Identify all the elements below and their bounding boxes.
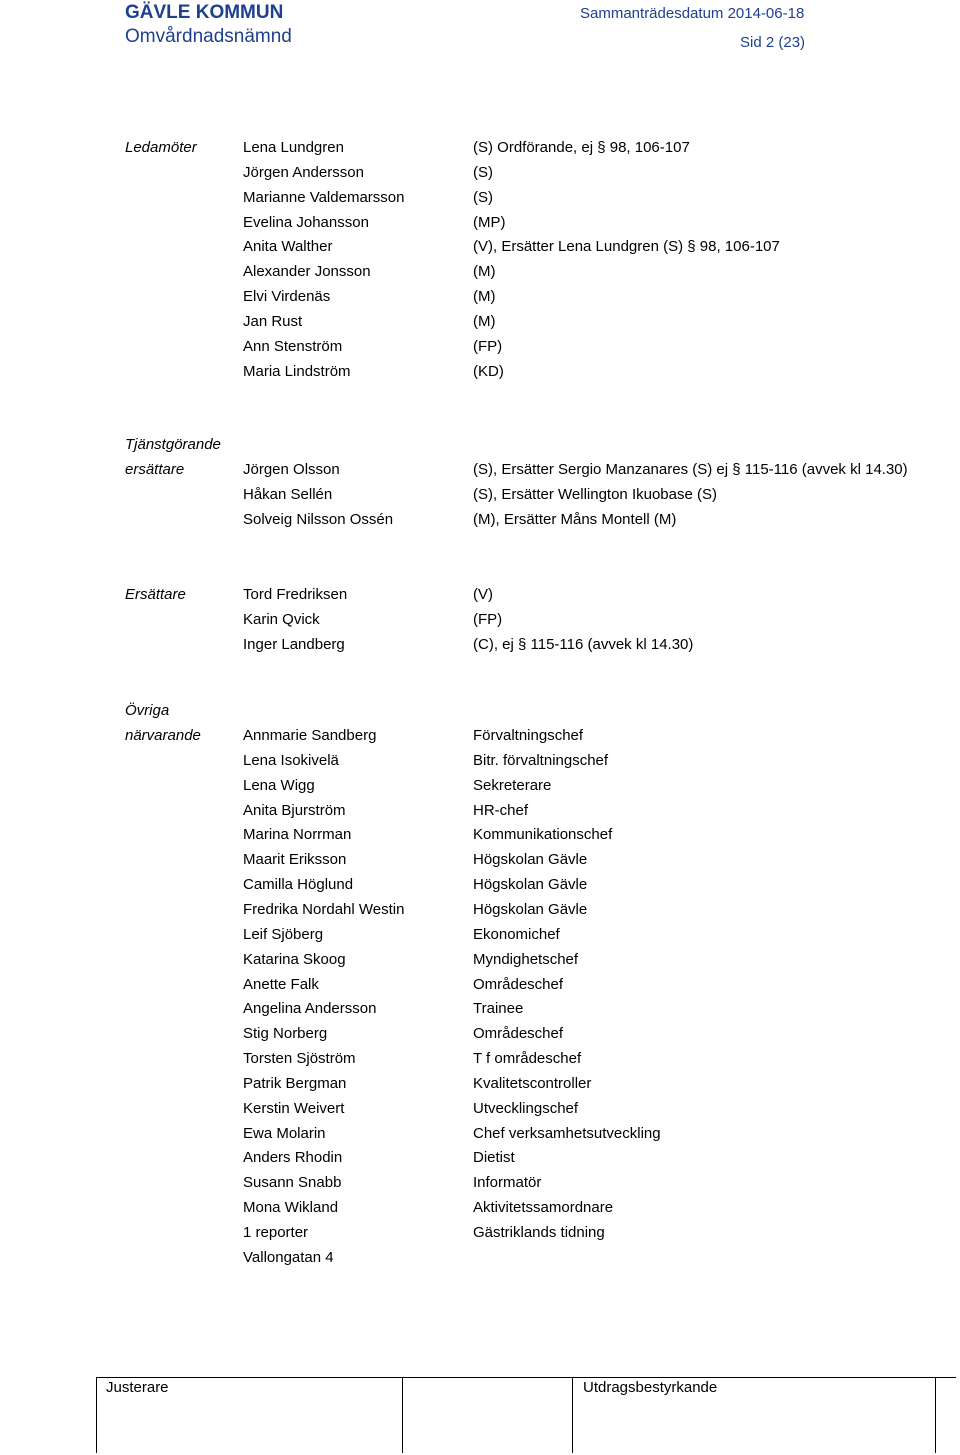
attendee-row bbox=[0, 583, 960, 607]
attendee-name: 1 reporter bbox=[243, 1224, 309, 1241]
attendee-info: Chef verksamhetsutveckling bbox=[473, 1124, 661, 1142]
meeting-date: Sammanträdesdatum 2014-06-18 bbox=[580, 5, 805, 22]
attendee-name: Annmarie Sandberg bbox=[243, 727, 377, 744]
attendee-row bbox=[0, 898, 960, 922]
attendee-info: (FP) bbox=[473, 337, 503, 355]
footer-divider bbox=[572, 1377, 573, 1453]
attendee-row bbox=[0, 285, 960, 309]
attendee-info: T f områdeschef bbox=[473, 1050, 582, 1068]
attendee-row bbox=[0, 310, 960, 334]
page-footer bbox=[0, 1374, 960, 1455]
section-label: Ersättare bbox=[125, 586, 186, 603]
attendee-name: Ann Stenström bbox=[243, 337, 343, 355]
attendee-row bbox=[0, 508, 960, 532]
attendee-info: (V), Ersätter Lena Lundgren (S) § 98, 106-107 bbox=[473, 238, 780, 256]
attendee-info: Förvaltningschef bbox=[473, 727, 584, 744]
attendee-row bbox=[0, 136, 960, 160]
attendee-row bbox=[0, 948, 960, 972]
attendee-info: (M), Ersätter Måns Montell (M) bbox=[473, 510, 677, 528]
attendee-row bbox=[0, 608, 960, 632]
attendee-info: Trainee bbox=[473, 1000, 524, 1018]
attendee-info: (C), ej § 115-116 (avvek kl 14.30) bbox=[473, 635, 694, 653]
attendee-row bbox=[0, 799, 960, 823]
section-label: Ledamöter bbox=[125, 139, 197, 156]
attendee-name: Camilla Höglund bbox=[243, 876, 354, 894]
footer-justerare: Justerare bbox=[106, 1379, 169, 1396]
attendee-info: (M) bbox=[473, 263, 496, 281]
attendee-name: Katarina Skoog bbox=[243, 950, 346, 968]
attendee-info: HR-chef bbox=[473, 801, 529, 819]
attendee-row bbox=[0, 360, 960, 384]
attendee-info: Kommunikationschef bbox=[473, 826, 613, 844]
attendee-name: Angelina Andersson bbox=[243, 1000, 377, 1018]
attendee-row bbox=[0, 973, 960, 997]
attendee-row bbox=[0, 211, 960, 235]
attendee-info: (KD) bbox=[473, 362, 504, 380]
footer-utdragsbestyrkande: Utdragsbestyrkande bbox=[583, 1379, 718, 1396]
attendee-row bbox=[0, 1171, 960, 1195]
attendee-name: Ewa Molarin bbox=[243, 1124, 326, 1142]
attendee-row bbox=[0, 724, 960, 748]
attendee-row bbox=[0, 1047, 960, 1071]
attendee-name: Anette Falk bbox=[243, 975, 319, 993]
attendee-name: Jörgen Andersson bbox=[243, 163, 364, 181]
footer-rule bbox=[96, 1377, 956, 1378]
attendee-name: Marina Norrman bbox=[243, 826, 352, 844]
attendee-row bbox=[0, 749, 960, 773]
attendee-info: (M) bbox=[473, 288, 496, 306]
attendee-name: Solveig Nilsson Ossén bbox=[243, 510, 394, 528]
attendee-row bbox=[0, 1221, 960, 1245]
attendee-info: (M) bbox=[473, 312, 496, 330]
attendee-info: (S), Ersätter Sergio Manzanares (S) ej § 115-116 (avvek kl 14.30) bbox=[473, 461, 908, 478]
attendee-name: Leif Sjöberg bbox=[243, 925, 324, 943]
section-label: Tjänstgörande bbox=[125, 436, 221, 454]
attendee-info: (V) bbox=[473, 586, 493, 603]
attendee-info: (MP) bbox=[473, 213, 506, 231]
attendee-row bbox=[0, 873, 960, 897]
attendee-info: Myndighetschef bbox=[473, 950, 579, 968]
attendee-row bbox=[0, 997, 960, 1021]
attendee-name: Maria Lindström bbox=[243, 362, 351, 380]
attendee-info: (S) bbox=[473, 188, 493, 206]
attendee-name: Torsten Sjöström bbox=[243, 1050, 356, 1068]
attendee-name: Alexander Jonsson bbox=[243, 263, 371, 281]
attendee-name: Kerstin Weivert bbox=[243, 1099, 345, 1117]
attendee-row bbox=[0, 633, 960, 657]
attendee-row bbox=[0, 1122, 960, 1146]
attendee-info: (S), Ersätter Wellington Ikuobase (S) bbox=[473, 485, 717, 503]
attendee-info: (FP) bbox=[473, 610, 503, 628]
attendee-row bbox=[0, 1097, 960, 1121]
attendee-name: Anders Rhodin bbox=[243, 1149, 343, 1167]
attendee-name: Lena Lundgren bbox=[243, 139, 344, 156]
page-number: Sid 2 (23) bbox=[740, 34, 806, 51]
attendee-info: Aktivitetssamordnare bbox=[473, 1199, 614, 1217]
attendee-info: Högskolan Gävle bbox=[473, 876, 588, 894]
attendee-info: Högskolan Gävle bbox=[473, 900, 588, 918]
section-label-row bbox=[0, 699, 960, 723]
attendee-info: Bitr. förvaltningschef bbox=[473, 751, 609, 769]
attendee-row bbox=[0, 1022, 960, 1046]
attendee-name: Fredrika Nordahl Westin bbox=[243, 900, 405, 918]
attendee-name: Jörgen Olsson bbox=[243, 461, 340, 478]
attendee-row bbox=[0, 186, 960, 210]
attendee-name: Karin Qvick bbox=[243, 610, 320, 628]
attendee-row bbox=[0, 1246, 960, 1270]
attendee-name: Inger Landberg bbox=[243, 635, 345, 653]
attendee-name: Tord Fredriksen bbox=[243, 586, 348, 603]
footer-divider bbox=[402, 1377, 403, 1453]
attendee-info: (S) Ordförande, ej § 98, 106-107 bbox=[473, 139, 690, 156]
attendee-info: Gästriklands tidning bbox=[473, 1224, 605, 1241]
attendee-info: Områdeschef bbox=[473, 975, 564, 993]
attendee-name: Anita Walther bbox=[243, 238, 333, 256]
attendee-name: Anita Bjurström bbox=[243, 801, 346, 819]
attendee-row bbox=[0, 1146, 960, 1170]
attendee-info: Utvecklingschef bbox=[473, 1099, 579, 1117]
board-name: Omvårdnadsnämnd bbox=[125, 26, 292, 47]
attendee-row bbox=[0, 161, 960, 185]
attendee-row bbox=[0, 483, 960, 507]
attendee-row bbox=[0, 823, 960, 847]
attendee-name: Mona Wikland bbox=[243, 1199, 339, 1217]
attendee-name: Maarit Eriksson bbox=[243, 851, 347, 869]
attendee-name: Lena Isokivelä bbox=[243, 751, 339, 769]
section-label: Övriga bbox=[125, 702, 170, 720]
attendee-row bbox=[0, 774, 960, 798]
attendee-name: Vallongatan 4 bbox=[243, 1248, 334, 1266]
section-label-row bbox=[0, 433, 960, 457]
footer-divider bbox=[96, 1377, 97, 1453]
attendee-name: Håkan Sellén bbox=[243, 485, 333, 503]
attendee-name: Susann Snabb bbox=[243, 1174, 342, 1192]
attendee-name: Elvi Virdenäs bbox=[243, 288, 331, 306]
footer-divider bbox=[935, 1377, 936, 1453]
section-label: närvarande bbox=[125, 727, 201, 744]
attendee-info: Kvalitetscontroller bbox=[473, 1074, 592, 1092]
attendee-info: Områdeschef bbox=[473, 1025, 564, 1043]
attendee-row bbox=[0, 335, 960, 359]
attendee-info: Ekonomichef bbox=[473, 925, 560, 943]
attendee-row bbox=[0, 1196, 960, 1220]
attendee-info: Högskolan Gävle bbox=[473, 851, 588, 869]
page-header bbox=[0, 0, 960, 60]
attendee-row bbox=[0, 1072, 960, 1096]
attendee-name: Jan Rust bbox=[243, 312, 303, 330]
attendee-row bbox=[0, 923, 960, 947]
organization-name: GÄVLE KOMMUN bbox=[125, 2, 284, 23]
attendee-name: Marianne Valdemarsson bbox=[243, 188, 405, 206]
attendee-name: Evelina Johansson bbox=[243, 213, 369, 231]
attendee-row bbox=[0, 235, 960, 259]
section-label: ersättare bbox=[125, 461, 185, 478]
attendee-row bbox=[0, 260, 960, 284]
attendee-row bbox=[0, 458, 960, 482]
attendee-row bbox=[0, 848, 960, 872]
attendee-info: (S) bbox=[473, 163, 493, 181]
attendee-info: Sekreterare bbox=[473, 776, 552, 794]
attendee-name: Lena Wigg bbox=[243, 776, 315, 794]
attendee-info: Informatör bbox=[473, 1174, 542, 1192]
attendee-name: Stig Norberg bbox=[243, 1025, 328, 1043]
attendee-info: Dietist bbox=[473, 1149, 515, 1167]
attendee-name: Patrik Bergman bbox=[243, 1074, 347, 1092]
